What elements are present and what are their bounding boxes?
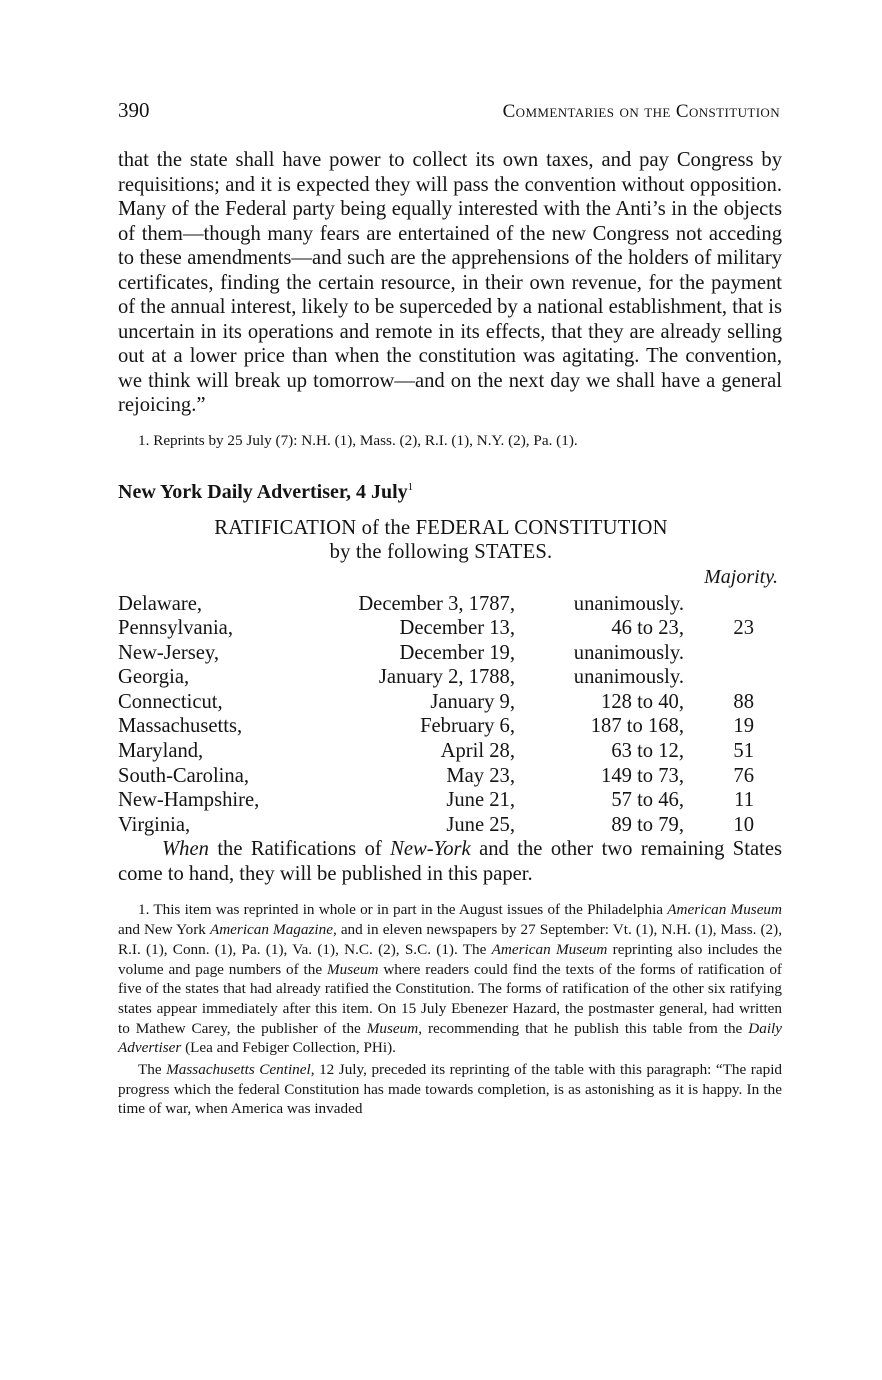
date-cell: May 23,	[446, 764, 515, 787]
table-row	[118, 813, 782, 838]
vote-cell: unanimously.	[573, 592, 684, 615]
state-cell: Pennsylvania,	[118, 617, 233, 640]
note2-text-2: , 12 July, preceded its reprinting of the table with this paragraph: “The rapid progress which the federal Constitution has made towards completion, is as astonishing as it is happy. In the time of war, when America was invaded	[118, 1061, 783, 1118]
vote-cell: unanimously.	[573, 666, 684, 689]
page-header	[118, 96, 782, 128]
note1-text-2: and New York	[118, 921, 210, 939]
state-cell: Georgia,	[118, 666, 190, 689]
table-row	[118, 592, 782, 617]
note1-text-7: (Lea and Febiger Collection, PHi).	[181, 1039, 396, 1057]
table-row	[118, 616, 782, 641]
vote-cell: 46 to 23,	[611, 617, 684, 640]
note1-italic-2: American Magazine	[209, 921, 333, 939]
state-cell: Virginia,	[118, 813, 191, 836]
table-title-line2: by the following STATES.	[329, 541, 553, 563]
vote-cell: 63 to 12,	[611, 740, 684, 763]
note1-italic-1: American Museum	[667, 901, 782, 919]
section-title-note-mark: 1	[407, 480, 414, 493]
editorial-note-1	[118, 900, 782, 1058]
note1-italic-3: American Museum	[491, 940, 608, 958]
majority-cell: 76	[733, 764, 754, 787]
date-cell: December 3, 1787,	[358, 592, 515, 615]
ratification-table-body	[118, 592, 782, 838]
table-row	[118, 714, 782, 739]
date-cell: December 19,	[399, 641, 515, 664]
state-cell: Delaware,	[118, 592, 203, 615]
vote-cell: 149 to 73,	[601, 764, 684, 787]
editorial-notes	[118, 900, 782, 1119]
state-cell: New-Jersey,	[118, 641, 220, 664]
vote-cell: unanimously.	[573, 641, 684, 664]
date-cell: December 13,	[399, 617, 515, 640]
ratification-table	[118, 592, 782, 838]
page	[118, 96, 782, 1119]
vote-cell: 187 to 168,	[590, 715, 684, 738]
table-row	[118, 690, 782, 715]
table-title	[118, 516, 782, 565]
table-row	[118, 641, 782, 666]
vote-cell: 128 to 40,	[601, 690, 684, 713]
note1-italic-5: Museum	[366, 1019, 419, 1037]
majority-cell: 19	[733, 715, 754, 738]
majority-cell	[684, 592, 782, 617]
majority-cell	[684, 641, 782, 666]
table-row	[118, 665, 782, 690]
table-row	[118, 764, 782, 789]
intro-paragraph: that the state shall have power to collect its own taxes, and pay Congress by requisitions; and it is expected they will pass the convention without opposition. Many of the Federal party being equally interested with the Anti’s in the objects of them—though many fears are entertained of the new Congress not acceding to these amendments—and such are the apprehensions of the holders of military certificates, finding the certain resource, in their own revenue, for the payment of the annual interest, likely to be superceded by a national establishment, that is uncertain in its operations and remote in its effects, that they are already selling out at a lower price than when the constitution was agitating. The convention, we think will break up tomorrow—and on the next day we shall have a general rejoicing.”	[118, 149, 782, 416]
page-number: 390	[118, 98, 150, 122]
footnote-reprints: 1. Reprints by 25 July (7): N.H. (1), Mass. (2), R.I. (1), N.Y. (2), Pa. (1).	[138, 431, 578, 449]
date-cell: April 28,	[440, 740, 515, 763]
note1-text-3: , and in eleven newspapers by 27 September: Vt. (1), N.H. (1), Mass. (2), R.I. (1), Conn. (1), Pa. (1), Va. (1), N.C. (2), S.C. (1). The	[118, 921, 782, 958]
vote-cell: 57 to 46,	[611, 789, 684, 812]
date-cell: January 2, 1788,	[378, 666, 515, 689]
note1-text-4: reprinting also includes the volume and page numbers of the	[118, 940, 782, 978]
majority-cell: 11	[734, 789, 754, 812]
table-closing-note	[118, 837, 782, 886]
section-title-text: New York Daily Advertiser, 4 July	[118, 480, 408, 503]
table-row	[118, 788, 782, 813]
note1-text-5: where readers could find the texts of the forms of ratification of five of the states that had already ratified the Constitution. The forms of ratification of the other six ratifying states appear immediately after this item. On 15 July Ebenezer Hazard, the postmaster general, had written to Mathew Carey, the publisher of the	[118, 960, 782, 1037]
state-cell: Massachusetts,	[118, 715, 243, 738]
majority-cell: 10	[733, 813, 754, 836]
majority-cell: 23	[733, 617, 754, 640]
section-title	[118, 481, 782, 504]
note1-italic-6: Daily Advertiser	[118, 1019, 783, 1057]
date-cell: June 21,	[446, 789, 515, 812]
date-cell: February 6,	[420, 715, 515, 738]
state-cell: Connecticut,	[118, 690, 223, 713]
running-head: Commentaries on the Constitution	[502, 101, 780, 122]
note2-text-1: The	[138, 1061, 167, 1079]
vote-cell: 89 to 79,	[611, 813, 684, 836]
majority-cell: 88	[733, 690, 754, 713]
note1-text-6: , recommending that he publish this table from the	[418, 1019, 749, 1037]
closing-new-york: New-York	[390, 838, 471, 861]
note1-text-1: 1. This item was reprinted in whole or in part in the August issues of the Philadelphia	[138, 901, 668, 919]
state-cell: New-Hampshire,	[118, 789, 260, 812]
date-cell: January 9,	[430, 690, 515, 713]
majority-cell: 51	[733, 740, 754, 763]
majority-cell	[684, 665, 782, 690]
closing-when: When	[162, 838, 209, 861]
note1-italic-4: Museum	[326, 960, 379, 978]
note2-italic-1: Massachusetts Centinel	[166, 1061, 311, 1079]
intro-paragraph-block	[118, 148, 782, 418]
state-cell: South-Carolina,	[118, 764, 249, 787]
date-cell: June 25,	[446, 813, 515, 836]
table-row	[118, 739, 782, 764]
editorial-note-2	[118, 1060, 782, 1119]
majority-column-header: Majority.	[704, 565, 778, 588]
closing-part2: and the other two remaining States come to hand, they will be published in this paper.	[118, 838, 782, 885]
state-cell: Maryland,	[118, 740, 204, 763]
table-title-line1: RATIFICATION of the FEDERAL CONSTITUTION	[214, 516, 668, 539]
closing-part1: the Ratifications of	[208, 838, 391, 861]
